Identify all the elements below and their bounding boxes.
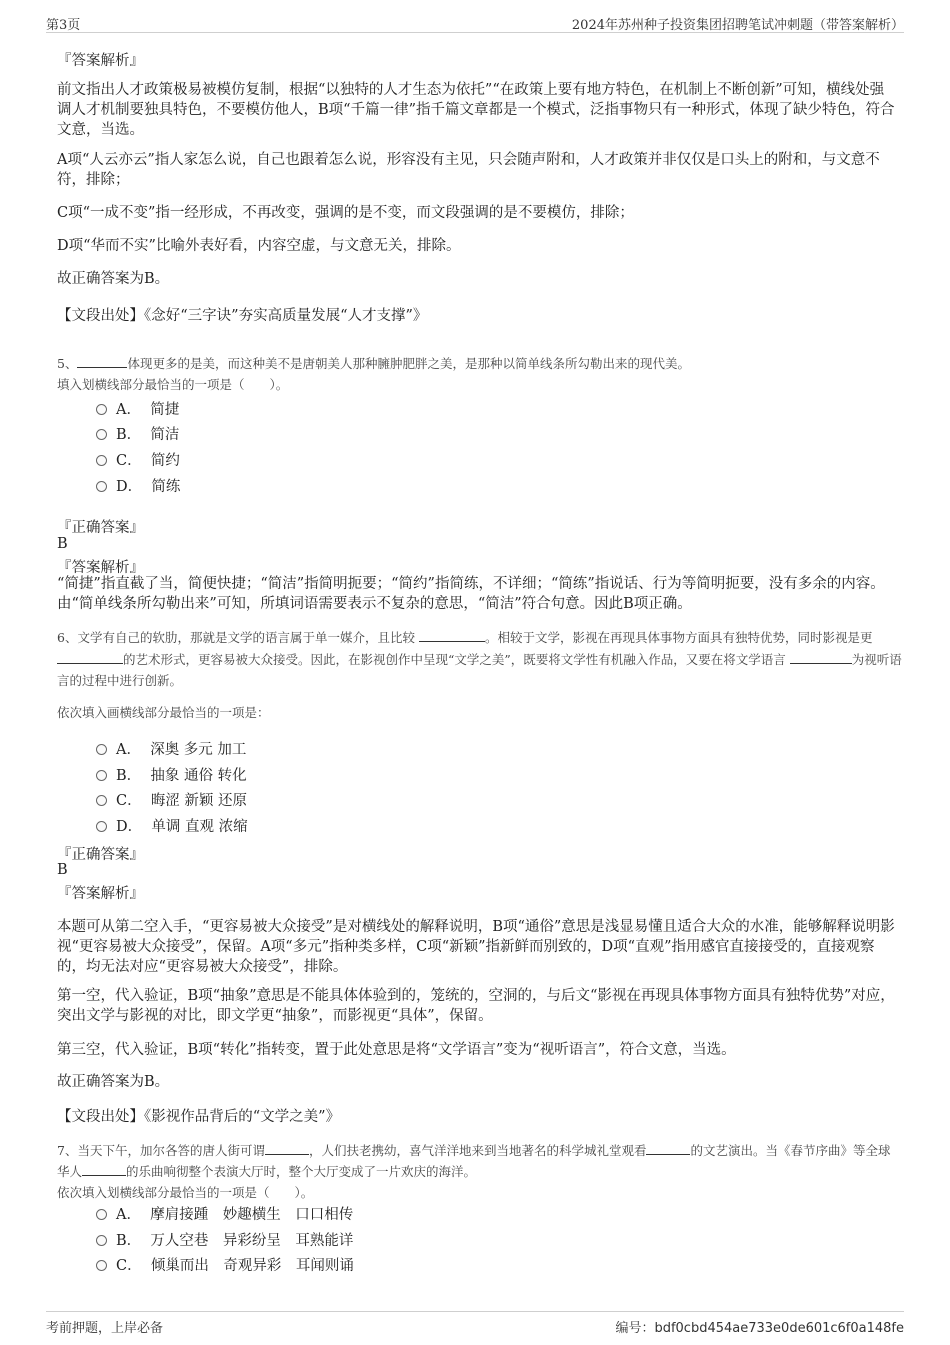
- option-letter: A．: [116, 742, 141, 758]
- q6-option-b[interactable]: [96, 764, 247, 785]
- q5-blank: [77, 354, 127, 368]
- option-letter: A．: [116, 1207, 141, 1223]
- radio-icon[interactable]: [96, 1209, 107, 1220]
- q5-answer: B: [57, 536, 68, 552]
- option-text: 抽象 通俗 转化: [150, 768, 247, 784]
- option-letter: B．: [116, 427, 142, 443]
- q5-analysis: “简捷”指直截了当，简便快捷；“简洁”指简明扼要；“简约”指简练，不详细；“简练”指说话、行为等简明扼要，没有多余的内容。由“简单线条所勾勒出来”可知，所填词语需要表示不复杂的意思，“简洁”符合句意。因此B项正确。: [57, 576, 885, 612]
- radio-icon[interactable]: [96, 429, 107, 440]
- option-text: 倾巢而出 奇观异彩 耳闻则诵: [150, 1258, 354, 1274]
- option-text: 简捷: [150, 402, 180, 418]
- q6-stem-part: 为视听语言的过程中进行创新。: [57, 651, 902, 688]
- q7-stem-part: 的文艺演出。当《春节序曲》等全球华人: [57, 1143, 891, 1179]
- radio-icon[interactable]: [96, 821, 107, 832]
- option-letter: D．: [116, 819, 143, 835]
- code-label: 编号：: [615, 1321, 655, 1336]
- q6-analysis-p1: 本题可从第二空入手，“更容易被大众接受”是对横线处的解释说明，B项“通俗”意思是浅显易懂且适合大众的水准，能够解释说明影视“更容易被大众接受”，保留。A项“多元”指种类多样，C项“新颖”指新鲜而别致的，D项“直观”指用感官直接接受的，直接观察的，均无法对应“更容易被大众接受”，排除。: [57, 919, 895, 975]
- q7-stem-part: 的乐曲响彻整个表演大厅时，整个大厅变成了一片欢庆的海洋。: [126, 1164, 477, 1179]
- q6-stem-part: 。相较于文学，影视在再现具体事物方面具有独特优势，同时影视是更: [484, 630, 873, 645]
- q7-number: 7、: [57, 1143, 78, 1158]
- q4-analysis-p3: C项“一成不变”指一经形成，不再改变，强调的是不变，而文段强调的是不要模仿，排除；: [57, 205, 634, 221]
- document-code: [615, 1317, 904, 1336]
- q6-answer: B: [57, 862, 68, 878]
- option-letter: C．: [116, 793, 142, 809]
- option-letter: C．: [116, 453, 142, 469]
- page-number: 第3页: [46, 18, 81, 33]
- radio-icon[interactable]: [96, 795, 107, 806]
- document-title: 2024年苏州种子投资集团招聘笔试冲刺题（带答案解析）: [571, 18, 904, 33]
- q5-prompt: 填入划横线部分最恰当的一项是（ ）。: [57, 377, 289, 392]
- q7-blank-3: [82, 1162, 126, 1176]
- q4-analysis-p1: 前文指出人才政策极易被模仿复制，根据“以独特的人才生态为依托”“在政策上要有地方特色，在机制上不断创新”可知，横线处强调人才机制要独具特色，不要模仿他人，B项“千篇一律”指千篇文章都是一个模式，泛指事物只有一种形式，体现了缺少特色，符合文意，当选。: [57, 82, 895, 138]
- radio-icon[interactable]: [96, 404, 107, 415]
- q6-analysis-tag: 『答案解析』: [57, 886, 144, 902]
- q6-number: 6、: [57, 630, 78, 645]
- q6-stem-part: 的艺术形式，更容易被大众接受。因此，在影视创作中呈现“文学之美”，既要将文学性有机融入作品，又要在将文学语言: [123, 651, 786, 667]
- q4-analysis-p5: 故正确答案为B。: [57, 271, 170, 287]
- option-text: 摩肩接踵 妙趣横生 口口相传: [150, 1207, 354, 1223]
- radio-icon[interactable]: [96, 744, 107, 755]
- q6-blank-1: [419, 628, 485, 642]
- q7-stem-part: 当天下午，加尔各答的唐人街可谓: [77, 1143, 265, 1158]
- option-letter: B．: [116, 768, 142, 784]
- footer-slogan: 考前押题，上岸必备: [46, 1321, 164, 1336]
- q7-stem: [57, 1140, 902, 1203]
- q7-prompt: 依次填入划横线部分最恰当的一项是（ ）。: [57, 1185, 314, 1200]
- q7-option-b[interactable]: [96, 1229, 353, 1250]
- option-letter: C．: [116, 1258, 142, 1274]
- q5-option-b[interactable]: [96, 423, 179, 444]
- radio-icon[interactable]: [96, 455, 107, 466]
- code-value: bdf0cbd454ae733e0de601c6f0a148fe: [654, 1321, 904, 1336]
- option-letter: B．: [116, 1233, 142, 1249]
- q6-stem: [57, 627, 902, 692]
- q6-source: 【文段出处】《影视作品背后的“文学之美”》: [57, 1109, 341, 1125]
- q7-option-a[interactable]: [96, 1203, 353, 1224]
- q7-option-c[interactable]: [96, 1254, 354, 1275]
- q7-stem-part: ，人们扶老携幼，喜气洋洋地来到当地著名的科学城礼堂观看: [308, 1143, 647, 1158]
- q7-blank-1: [265, 1141, 309, 1155]
- q6-analysis-p3: 第三空，代入验证，B项“转化”指转变，置于此处意思是将“文学语言”变为“视听语言”，符合文意，当选。: [57, 1042, 736, 1058]
- option-text: 简洁: [150, 427, 180, 443]
- q4-source: 【文段出处】《念好“三字诀”夯实高质量发展“人才支撑”》: [57, 308, 428, 324]
- q4-analysis-p2: A项“人云亦云”指人家怎么说，自己也跟着怎么说，形容没有主见，只会随声附和，人才政策并非仅仅是口头上的附和，与文意不符，排除；: [57, 152, 880, 188]
- q6-analysis-p2: 第一空，代入验证，B项“抽象”意思是不能具体体验到的，笼统的，空洞的，与后文“影视在再现具体事物方面具有独特优势”对应，突出文学与影视的对比，即文学更“抽象”，而影视更“具体”，保留。: [57, 988, 895, 1024]
- q5-analysis-tag: 『答案解析』: [57, 560, 144, 576]
- page-footer: [46, 1311, 904, 1338]
- radio-icon[interactable]: [96, 481, 107, 492]
- option-text: 单调 直观 浓缩: [151, 819, 248, 835]
- q6-stem-part: 文学有自己的软肋，那就是文学的语言属于单一媒介，且比较: [77, 630, 415, 645]
- q5-option-d[interactable]: [96, 475, 180, 496]
- q4-analysis-tag: 『答案解析』: [57, 53, 144, 69]
- q6-option-a[interactable]: [96, 738, 246, 759]
- q5-number: 5、: [57, 356, 78, 371]
- q5-option-c[interactable]: [96, 449, 180, 470]
- option-text: 万人空巷 异彩纷呈 耳熟能详: [150, 1233, 354, 1249]
- q6-prompt: 依次填入画横线部分最恰当的一项是：: [57, 705, 270, 720]
- page-header: [46, 12, 904, 33]
- q4-analysis-p4: D项“华而不实”比喻外表好看，内容空虚，与文意无关，排除。: [57, 238, 461, 254]
- q6-blank-2: [57, 650, 123, 664]
- option-letter: D．: [116, 479, 143, 495]
- option-text: 简练: [151, 479, 181, 495]
- q6-answer-tag: 『正确答案』: [57, 847, 144, 863]
- q7-blank-2: [646, 1141, 690, 1155]
- q6-option-d[interactable]: [96, 815, 248, 836]
- option-text: 晦涩 新颖 还原: [150, 793, 248, 809]
- radio-icon[interactable]: [96, 1235, 107, 1246]
- radio-icon[interactable]: [96, 770, 107, 781]
- q6-blank-3: [790, 650, 852, 664]
- option-letter: A．: [116, 402, 141, 418]
- q6-analysis-p4: 故正确答案为B。: [57, 1074, 170, 1090]
- radio-icon[interactable]: [96, 1260, 107, 1271]
- q5-stem-text: 体现更多的是美，而这种美不是唐朝美人那种臃肿肥胖之美，是那种以简单线条所勾勒出来的现代美。: [127, 356, 690, 371]
- q5-stem: [57, 353, 902, 395]
- option-text: 深奥 多元 加工: [150, 742, 247, 758]
- q6-option-c[interactable]: [96, 789, 247, 810]
- q5-answer-tag: 『正确答案』: [57, 520, 144, 536]
- option-text: 简约: [150, 453, 180, 469]
- q5-option-a[interactable]: [96, 398, 179, 419]
